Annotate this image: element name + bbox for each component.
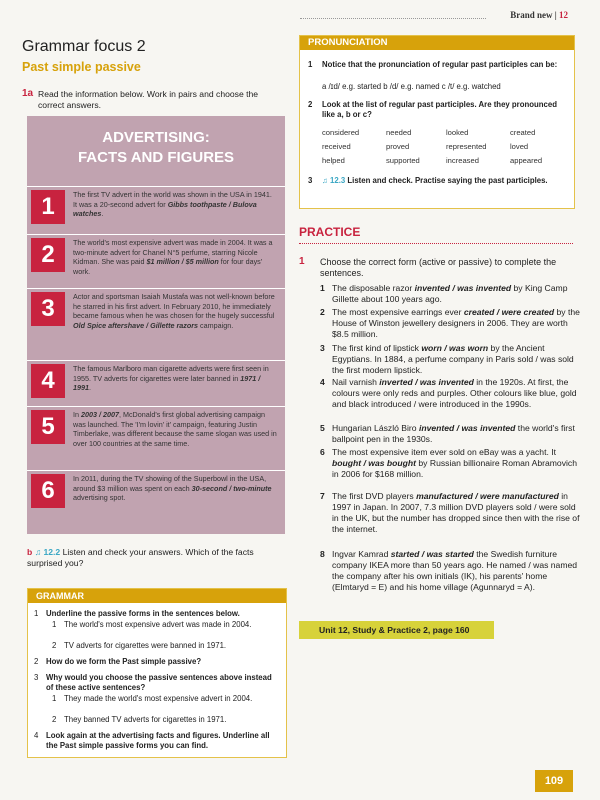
word: loved — [510, 142, 529, 151]
pron-sounds: a /ɪd/ e.g. started b /d/ e.g. named c /t/ e.g. watched — [322, 82, 501, 91]
practice-item: 6 The most expensive item ever sold on eBay was a yacht. It bought / was bought by Russian billionaire Roman Abramovich in 2006 for $168 million. — [320, 447, 577, 479]
practice-item: 5 Hungarian László Biro invented / was invented the world's first ballpoint pen in the 1930s. — [320, 423, 575, 444]
fact-number: 6 — [31, 474, 65, 508]
header-rule — [300, 18, 486, 19]
exercise-1a: 1a Read the information below. Work in pairs and choose the correct answers. — [22, 88, 259, 110]
word: represented — [446, 142, 487, 151]
fact-text: The world's most expensive advert was made in 2004. It was a two-minute advert for Chanel N°5 perfume, starring Nicole Kidman. She was paid $1 million / $5 million for four days' work. — [73, 238, 273, 276]
fact-number: 4 — [31, 364, 65, 398]
page-header — [0, 8, 600, 22]
word: looked — [446, 128, 469, 137]
practice-number: 1 — [299, 256, 305, 267]
word: received — [322, 142, 351, 151]
section-subtitle: Past simple passive — [22, 60, 141, 74]
pron-question: Look at the list of regular past participles. Are they pronounced like a, b or c? — [322, 100, 557, 119]
word: appeared — [510, 156, 543, 165]
grammar-question: How do we form the Past simple passive? — [46, 657, 202, 666]
fact-text: In 2011, during the TV showing of the Superbowl in the USA, around $3 million was spent on each 30-second / two-minute advertising spot. — [73, 474, 272, 503]
word: increased — [446, 156, 479, 165]
pronunciation-box: PRONUNCIATION 1 Notice that the pronunciation of regular past participles can be: a /ɪd/ e.g. started b /d/ e.g. named c /t/ e.g. watched 2 Look at the list of regular past participles. Are they pronounced like a, b or c? considered needed looked created received proved represented loved helped supported increased appeared 3 ♫ 12.3 Listen and check. Practise saying the past participles. — [299, 35, 575, 209]
word: needed — [386, 128, 412, 137]
fact-number: 1 — [31, 190, 65, 224]
word: helped — [322, 156, 345, 165]
grammar-example: The world's most expensive advert was made in 2004. — [64, 620, 252, 629]
fact-item — [27, 470, 285, 521]
page-number: 109 — [535, 770, 573, 792]
word: considered — [322, 128, 360, 137]
grammar-example: They banned TV adverts for cigarettes in 1971. — [64, 715, 227, 724]
practice-instruction: Choose the correct form (active or passive) to complete the sentences. — [320, 257, 557, 278]
fact-item — [27, 234, 285, 285]
fact-text: In 2003 / 2007, McDonald's first global advertising campaign was launched. The 'I'm lovin' it' campaign, featuring Justin Timberlake, was different because the same slogan was used in over 100 countries at the same time. — [73, 410, 277, 448]
practice-item: 2 The most expensive earrings ever created / were created by the House of Winston jewellery designers in 2006. They are worth $8.5 million. — [320, 307, 580, 339]
word: created — [510, 128, 536, 137]
word: supported — [386, 156, 420, 165]
grammar-box: GRAMMAR 1 Underline the passive forms in the sentences below. 1 The world's most expensive advert was made in 2004. 2 TV adverts for cigarettes were banned in 1971. 2 How do we form the Past simple passive? 3 Why would you choose the passive sentences above instead of these active sentences? 1 They made the world's most expensive advert in 2004. 2 They banned TV adverts for cigarettes in 1971. 4 Look again at the advertising facts and figures. Underline all the Past simple passive forms you can find. — [27, 588, 287, 758]
grammar-question: Why would you choose the passive sentences above instead of these active sentences? — [46, 673, 272, 692]
pron-question: ♫ 12.3 Listen and check. Practise saying the past participles. — [322, 176, 548, 185]
grammar-question: Underline the passive forms in the sentences below. — [46, 609, 240, 618]
audio-track[interactable]: 12.2 — [43, 547, 61, 557]
practice-item: 3 The first kind of lipstick worn / was worn by the Ancient Egyptians. In 1884, a perfume company in Paris sold / was sold the first modern lipstick. — [320, 343, 574, 375]
practice-heading: PRACTICE — [299, 225, 361, 239]
fact-number: 3 — [31, 292, 65, 326]
fact-item — [27, 360, 285, 403]
advertising-panel — [27, 116, 285, 534]
grammar-question: Look again at the advertising facts and figures. Underline all the Past simple passive forms you can find. — [46, 731, 270, 750]
grammar-heading: GRAMMAR — [28, 589, 286, 603]
section-title: Grammar focus 2 — [22, 38, 146, 55]
advertising-title: ADVERTISING: FACTS AND FIGURES — [77, 129, 235, 166]
practice-item: 8 Ingvar Kamrad started / was started the Swedish furniture company IKEA more than 50 years ago. He named / was named the company after his own initials (IK), his parents' home (Elmtaryd = E) and his home village (Agunnaryd = A). — [320, 549, 578, 592]
grammar-q-num: 1 — [34, 609, 39, 618]
practice-item: 7 The first DVD players manufactured / were manufactured in 1997 in Japan. In 2007, 7.3 million DVD players sold / were sold in the UK, but the number has dropped since then with the rise of the internet. — [320, 491, 580, 534]
audio-icon[interactable]: ♫ — [322, 176, 328, 185]
fact-text: Actor and sportsman Isaiah Mustafa was not well-known before he starred in his first advert. In February 2010, he immediately became famous when he was chosen for the hugely successful Old Spice aftershave / Gillette razors campaign. — [73, 292, 275, 330]
fact-item — [27, 406, 285, 467]
fact-number: 5 — [31, 410, 65, 444]
unit-reference-link[interactable]: Unit 12, Study & Practice 2, page 160 — [299, 621, 494, 639]
practice-item: 4 Nail varnish inverted / was invented in the 1920s. At first, the colours were only reds and purples. Other colours like blue, gold and black introduced / were introduced in the 1990s. — [320, 377, 577, 409]
audio-icon[interactable]: ♫ — [34, 547, 42, 557]
word: proved — [386, 142, 410, 151]
pronunciation-heading: PRONUNCIATION — [300, 36, 574, 50]
pron-question: Notice that the pronunciation of regular past participles can be: — [322, 60, 558, 69]
header-text: Brand new | 12 — [510, 10, 568, 20]
audio-track[interactable]: 12.3 — [330, 176, 346, 185]
fact-item — [27, 186, 285, 231]
grammar-example: They made the world's most expensive advert in 2004. — [64, 694, 253, 703]
fact-text: The famous Marlboro man cigarette adverts were first seen in 1955. TV adverts for cigarettes were later banned in 1971 / 1991. — [73, 364, 269, 393]
practice-rule — [299, 243, 573, 244]
grammar-example: TV adverts for cigarettes were banned in 1971. — [64, 641, 227, 650]
exercise-1b: b ♫ 12.2 Listen and check your answers. Which of the facts surprised you? — [27, 547, 254, 568]
fact-number: 2 — [31, 238, 65, 272]
practice-item: 1 The disposable razor invented / was invented by King Camp Gillette about 100 years ago. — [320, 283, 568, 304]
fact-item — [27, 288, 285, 357]
fact-text: The first TV advert in the world was shown in the USA in 1941. It was a 20-second advert for Gibbs toothpaste / Bulova watches. — [73, 190, 272, 219]
